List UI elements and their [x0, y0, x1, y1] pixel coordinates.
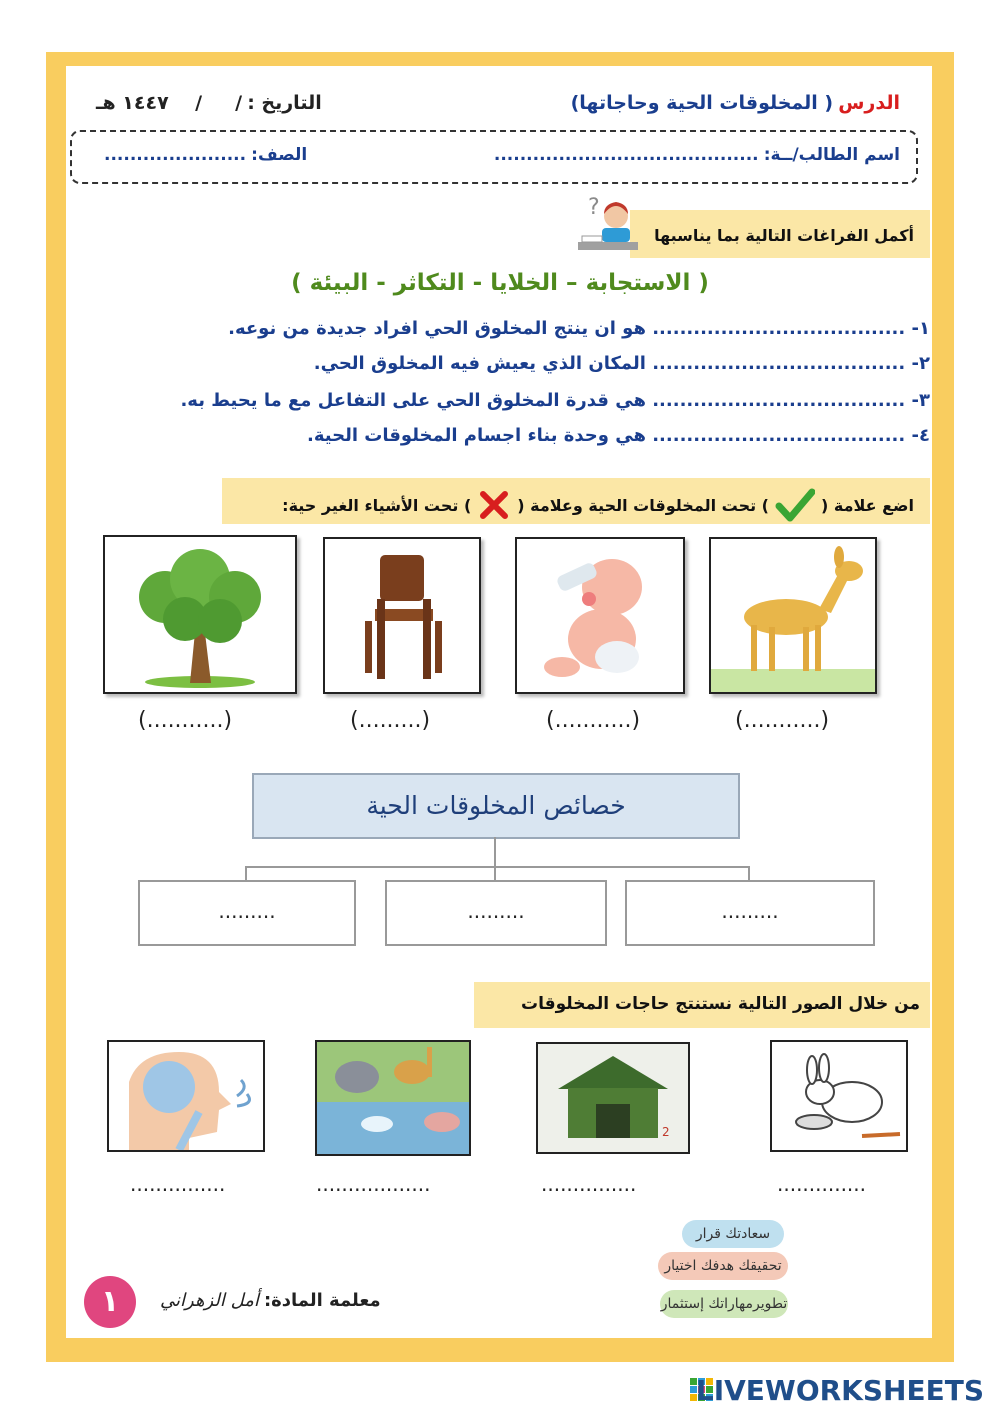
instruction-text-1: أكمل الفراغات التالية بما يناسبها [654, 226, 914, 245]
check-icon [775, 488, 815, 522]
svg-text:2: 2 [662, 1125, 670, 1139]
answer-chair[interactable]: (.........) [350, 708, 431, 733]
connector-right [748, 866, 750, 880]
need-answer-3[interactable]: ............... [541, 1172, 637, 1196]
teacher-label: معلمة المادة: [263, 1290, 381, 1311]
teacher-signature [160, 1290, 381, 1311]
x-mark-icon [477, 488, 511, 522]
deer-image [709, 537, 877, 694]
connector-middle [494, 866, 496, 880]
lesson-title: ( المخلوقات الحية وحاجاتها) [570, 92, 834, 114]
date-value: / / ١٤٤٧ هـ [96, 92, 243, 114]
item-blank[interactable]: ..................................... [652, 318, 906, 339]
item-blank[interactable]: ..................................... [652, 425, 906, 446]
student-label: اسم الطالب/ــة: [763, 145, 900, 165]
motto-pill-2: تحقيقك هدفك اختيار [658, 1252, 788, 1280]
motto-pill-3: تطويرمهاراتك إستثمار [660, 1290, 788, 1318]
characteristic-box-middle[interactable]: ......... [385, 880, 607, 946]
word-bank [0, 270, 1000, 296]
answer-baby[interactable]: (...........) [546, 708, 641, 733]
item-number: ٤- [911, 425, 930, 446]
instruction-banner-4 [474, 982, 930, 1028]
liveworksheets-watermark[interactable]: LIVEWORKSHEETS [695, 1374, 984, 1407]
need-answer-4[interactable]: .............. [777, 1172, 867, 1196]
characteristic-box-left[interactable]: ......... [138, 880, 356, 946]
chair-image [323, 537, 481, 694]
instruction-banner-1 [630, 210, 930, 258]
class-field[interactable] [104, 145, 307, 165]
instruction-2a: اضع علامة ( [820, 495, 914, 515]
characteristics-title: خصائص المخلوقات الحية [252, 773, 740, 839]
instruction-text-4: من خلال الصور التالية نستنتج حاجات المخلوقات [521, 994, 920, 1014]
characteristic-box-right[interactable]: ......... [625, 880, 875, 946]
item-number: ٣- [911, 390, 930, 411]
tree-image [103, 535, 297, 694]
item-blank[interactable]: ..................................... [652, 390, 906, 411]
item-number: ٢- [911, 353, 930, 374]
shelter-image [536, 1042, 690, 1154]
animals-water-image [315, 1040, 471, 1156]
teacher-name: أمل الزهراني [160, 1290, 259, 1311]
instruction-2c: ) تحت الأشياء الغير حية: [282, 495, 472, 515]
need-answer-1[interactable]: ............... [130, 1172, 226, 1196]
baby-image [515, 537, 685, 694]
rabbit-eating-image [770, 1040, 908, 1152]
item-text: المكان الذي يعيش فيه المخلوق الحي. [313, 353, 646, 374]
date-field [96, 92, 322, 114]
student-writing-icon [572, 192, 640, 258]
instruction-2b: ) تحت المخلوقات الحية وعلامة ( [517, 495, 769, 515]
answer-tree[interactable]: (...........) [138, 708, 233, 733]
answer-deer[interactable]: (...........) [735, 708, 830, 733]
fill-item-3[interactable] [180, 390, 930, 411]
instruction-banner-2 [222, 478, 930, 524]
item-number: ١- [911, 318, 930, 339]
word-bank-text: ( الاستجابة – الخلايا - التكاثر - البيئة ) [291, 270, 709, 296]
item-blank[interactable]: ..................................... [652, 353, 906, 374]
class-dots: ...................... [104, 145, 247, 165]
need-answer-2[interactable]: .................. [316, 1172, 431, 1196]
breathing-image [107, 1040, 265, 1152]
item-text: هي وحدة بناء اجسام المخلوقات الحية. [307, 425, 646, 446]
student-dots: ......................................... [493, 145, 759, 165]
svg-text:?: ? [588, 195, 600, 220]
item-text: هو ان ينتج المخلوق الحي افراد جديدة من نوعه. [228, 318, 646, 339]
connector-horizontal [245, 866, 748, 868]
motto-pill-1: سعادتك قرار [682, 1220, 784, 1248]
lesson-label: الدرس [838, 92, 900, 114]
connector-left [245, 866, 247, 880]
fill-item-1[interactable] [228, 318, 930, 339]
lesson-header [571, 92, 900, 114]
connector-vertical [494, 837, 496, 867]
item-text: هي قدرة المخلوق الحي على التفاعل مع ما يحيط به. [180, 390, 646, 411]
student-name-field[interactable] [494, 145, 900, 165]
page-number-badge: ١ [84, 1276, 136, 1328]
fill-item-2[interactable] [314, 353, 930, 374]
class-label: الصف: [251, 145, 308, 165]
date-label: التاريخ : [247, 92, 322, 114]
fill-item-4[interactable] [307, 425, 930, 446]
